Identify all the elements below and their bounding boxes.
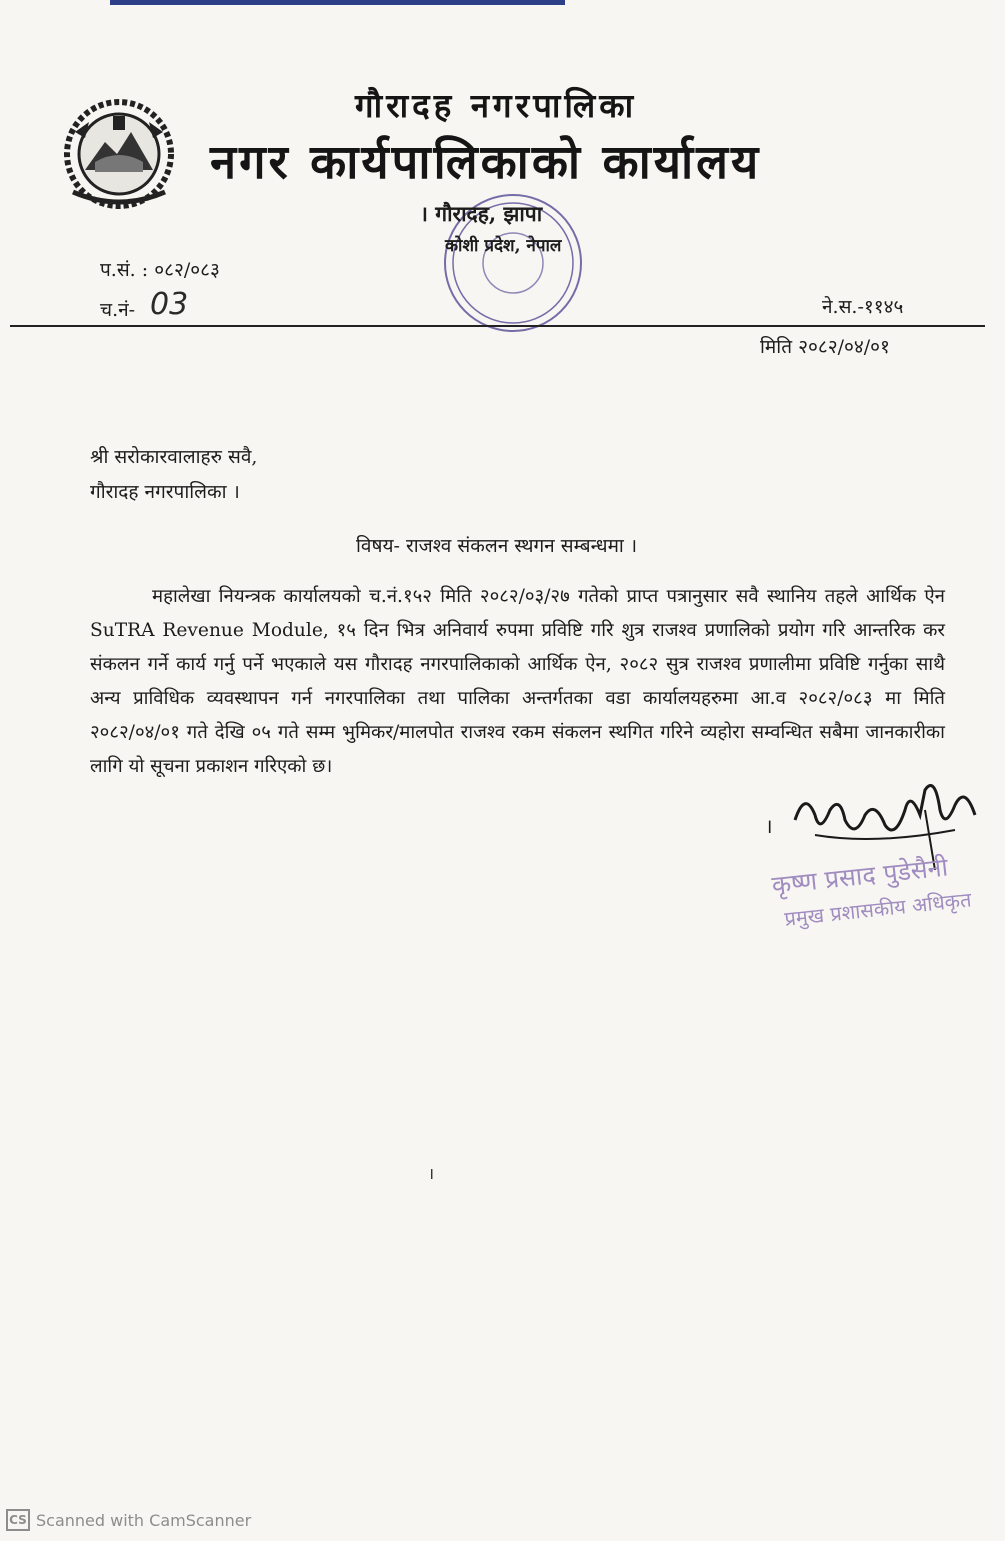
stray-mark: । — [428, 1164, 435, 1183]
signature-dot: । — [765, 814, 773, 838]
signatory-title-stamp: प्रमुख प्रशासकीय अधिकृत — [783, 887, 973, 931]
camscanner-text: Scanned with CamScanner — [36, 1510, 252, 1530]
camscanner-logo-icon: CS — [6, 1509, 30, 1531]
chalani-number-handwritten: 03 — [150, 287, 189, 322]
recipient-line2: गौरादह नगरपालिका । — [90, 481, 240, 503]
subject-line: विषय- राजश्व संकलन स्थगन सम्बन्धमा । — [356, 535, 638, 557]
letter-date: मिति २०८२/०४/०१ — [760, 336, 890, 358]
top-edge-bar — [110, 0, 565, 5]
nepal-emblem-icon — [55, 92, 183, 214]
office-address-line1: । गौरादह, झापा — [420, 201, 543, 226]
camscanner-watermark — [6, 1507, 251, 1533]
header-divider — [10, 325, 985, 327]
letter-body: महालेखा नियन्त्रक कार्यालयको च.नं.१५२ मिति २०८२/०३/२७ गतेको प्राप्त पत्रानुसार सवै स्थानिय तहले आर्थिक ऐन SuTRA Revenue Module, १५ दिन भित्र अनिवार्य रुपमा प्रविष्टि गरि शुत्र राजश्व प्रणालिको प्रयोग गरि आन्तरिक कर संकलन गर्ने कार्य गर्नु पर्ने भएकाले यस गौरादह नगरपालिकाको आर्थिक ऐन, २०८२ सुत्र राजश्व प्रणालीमा प्रविष्टि गर्नुका साथै अन्य प्राविधिक व्यवस्थापन गर्न नगरपालिका तथा पालिका अन्तर्गतका वडा कार्यालयहरुमा आ.व २०८२/०८३ मा मिति २०८२/०४/०१ गते देखि ०५ गते सम्म भुमिकर/मालपोत राजश्व रकम संकलन स्थगित गरिने व्यहोरा सम्वन्धित सबैमा जानकारीका लागि यो सूचना प्रकाशन गरिएको छ। — [90, 586, 945, 777]
signatory-name-stamp: कृष्ण प्रसाद पुडेसैनी — [770, 852, 950, 900]
office-address-line2: कोशी प्रदेश, नेपाल — [445, 236, 562, 256]
recipient-line1: श्री सरोकारवालाहरु सवै, — [90, 446, 258, 468]
office-name: नगर कार्यपालिकाको कार्यालय — [210, 135, 762, 190]
nepal-sambat: ने.स.-११४५ — [822, 296, 904, 318]
chalani-label: च.नं- — [100, 299, 136, 321]
municipality-name: गौरादह नगरपालिका — [355, 86, 638, 125]
patra-sankhya: प.सं. : ०८२/०८३ — [100, 259, 220, 281]
